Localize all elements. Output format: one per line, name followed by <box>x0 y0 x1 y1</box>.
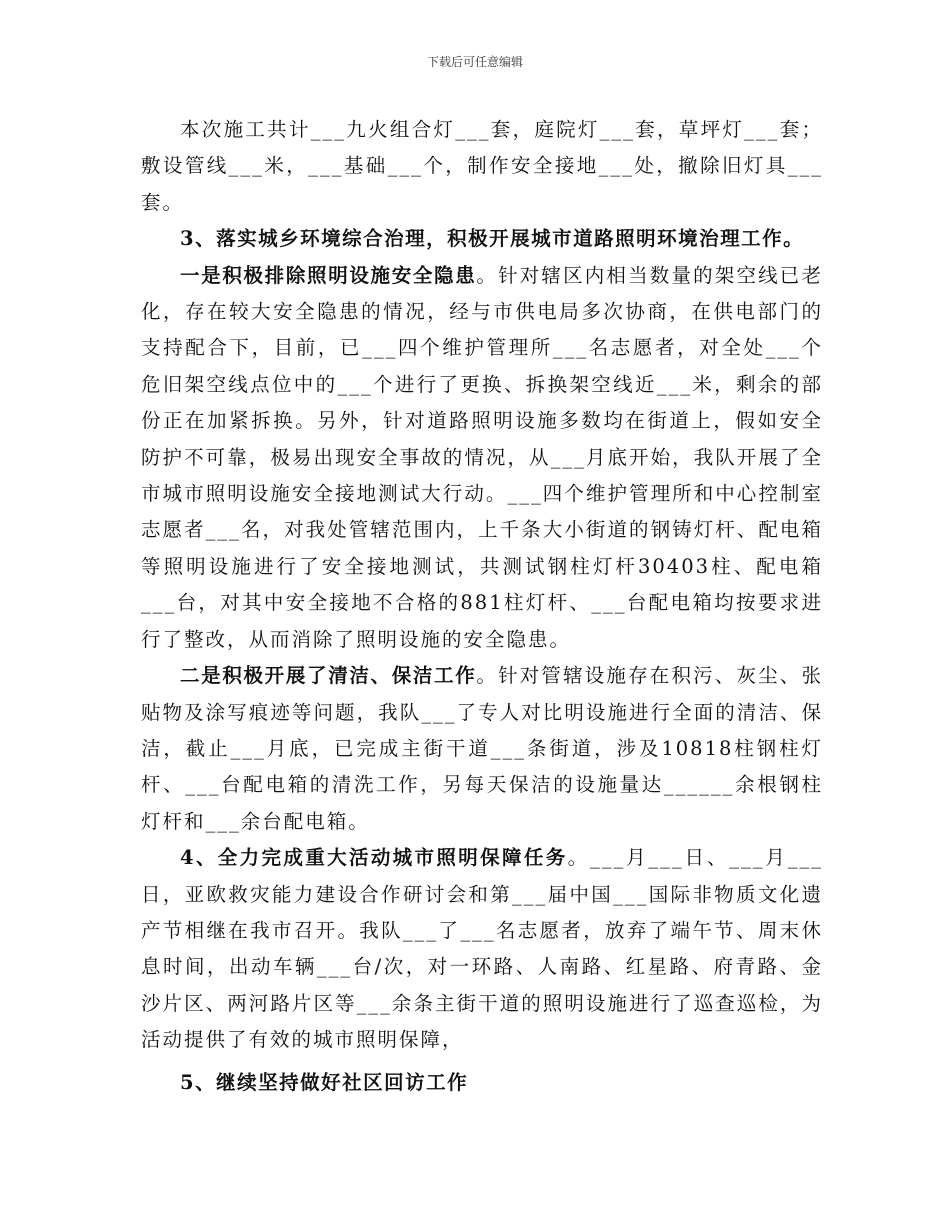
section-heading-5: 5、继续坚持做好社区回访工作 <box>180 1070 469 1094</box>
paragraph-lead-cleaning: 二是积极开展了清洁、保洁工作 <box>180 664 477 688</box>
paragraph-cleaning <box>141 658 823 840</box>
section-heading-3: 3、落实城乡环境综合治理，积极开展城市道路照明环境治理工作。 <box>180 227 805 251</box>
paragraph-body-cleaning: 。针对管辖设施存在积污、灰尘、张贴物及涂写痕迹等问题，我队___了专人对比明设施进行全面的清洁、保洁，截止___月底，已完成主街干道___条街道，涉及10818柱钢柱灯杆、___台配电箱的清洗工作，另每天保洁的设施量达______余根钢柱灯杆和___余台配电箱。 <box>141 664 823 833</box>
section-heading-4: 4、全力完成重大活动城市照明保障任务 <box>180 846 568 870</box>
page-header: 下载后可任意编辑 <box>426 55 523 69</box>
paragraph-body-safety: 。针对辖区内相当数量的架空线已老化，存在较大安全隐患的情况，经与市供电局多次协商，在供电部门的支持配合下，目前，已___四个维护管理所___名志愿者，对全处___个危旧架空线点位中的___个进行了更换、拆换架空线近___米，剩余的部份正在加紧拆换。另外，针对道路照明设施多数均在街道上，假如安全防护不可靠，极易出现安全事故的情况，从___月底开始，我队开展了全市城市照明设施安全接地测试大行动。___四个维护管理所和中心控制室志愿者___名，对我处管辖范围内，上千条大小街道的钢铸灯杆、配电箱等照明设施进行了安全接地测试，共测试钢柱灯杆30403柱、配电箱___台，对其中安全接地不合格的881柱灯杆、___台配电箱均按要求进行了整改，从而消除了照明设施的安全隐患。 <box>141 263 823 651</box>
paragraph-safety-hazards <box>141 258 823 658</box>
paragraph-construction-summary: 本次施工共计___九火组合灯___套，庭院灯___套，草坪灯___套；敷设管线___米，___基础___个，制作安全接地___处，撤除旧灯具___套。 <box>141 118 823 214</box>
paragraph-major-events <box>141 840 823 1058</box>
paragraph-body-events: 。___月___日、___月___日，亚欧救灾能力建设合作研讨会和第___届中国___国际非物质文化遗产节相继在我市召开。我队___了___名志愿者，放弃了端午节、周末休息时间，出动车辆___台/次，对一环路、人南路、红星路、府青路、金沙片区、两河路片区等___余条主街干道的照明设施进行了巡查巡检，为活动提供了有效的城市照明保障， <box>141 846 823 1052</box>
paragraph-lead-safety: 一是积极排除照明设施安全隐患 <box>180 263 477 287</box>
document-body <box>141 112 823 1101</box>
